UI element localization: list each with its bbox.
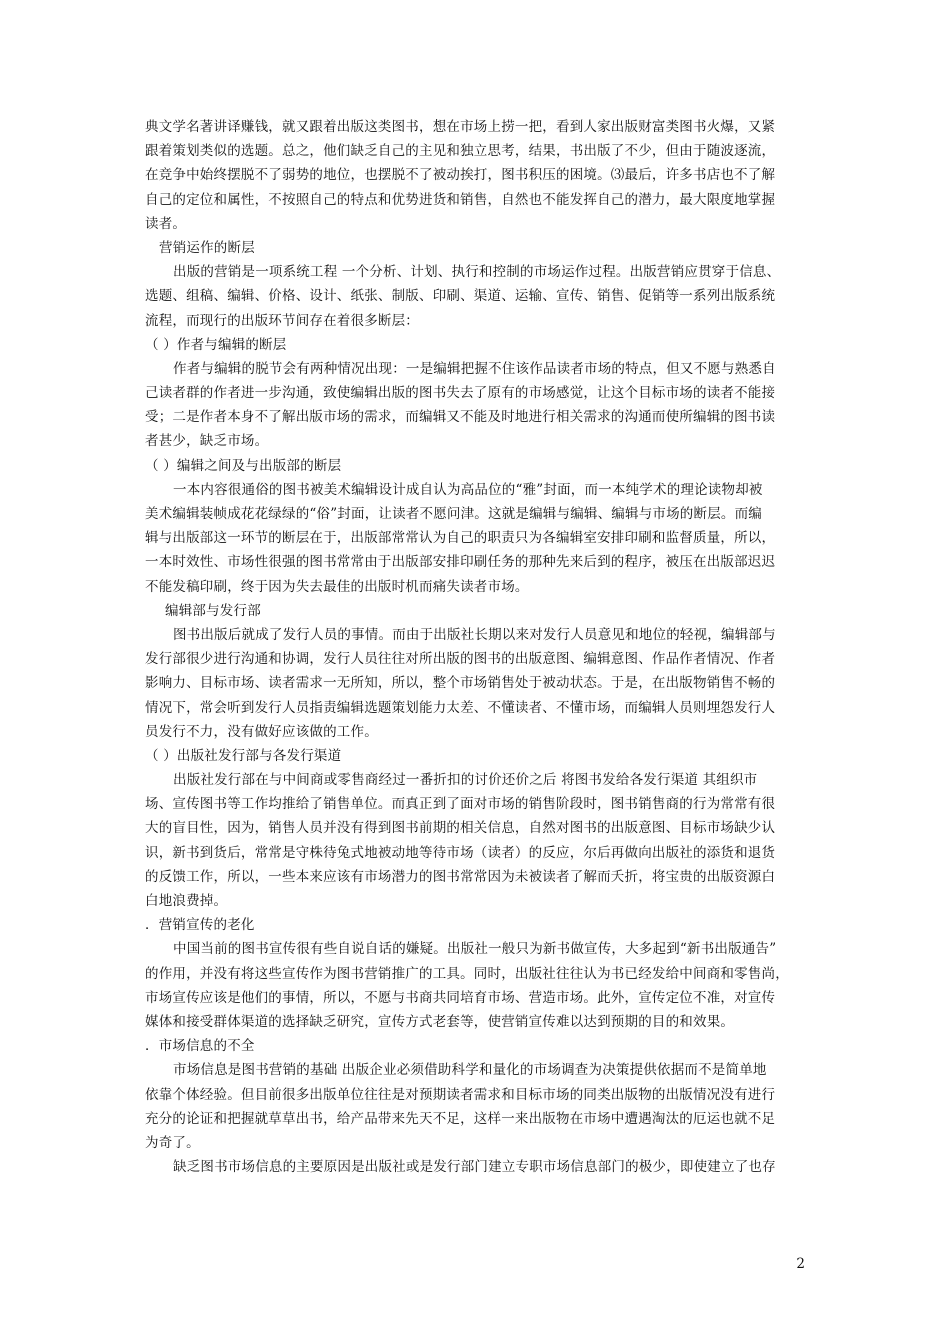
text-line: 白地浪费掉。 xyxy=(145,893,228,909)
text-line: 己读者群的作者进一步沟通，致使编辑出版的图书失去了原有的市场感觉，让这个目标市场的读者不能接 xyxy=(145,385,776,402)
paragraph xyxy=(145,937,805,1034)
body-text xyxy=(145,115,805,1179)
paragraph xyxy=(145,768,805,913)
text-line: 影响力、目标市场、读者需求一无所知，所以，整个市场销售处于被动状态。于是，在出版物销售不畅的 xyxy=(145,675,776,692)
text-line: 员发行不力，没有做好应该做的工作。 xyxy=(145,723,378,740)
text-line: 中国当前的图书宣传很有些自说自话的嫌疑。出版社一般只为新书做宣传，大多起到“新书出版通告” xyxy=(173,941,777,958)
paragraph xyxy=(145,744,805,768)
paragraph xyxy=(145,1155,805,1179)
paragraph xyxy=(145,913,805,937)
text-line: 大的盲目性，因为，销售人员并没有得到图书前期的相关信息，自然对图书的出版意图、目标市场缺少认 xyxy=(145,820,776,837)
text-line: 出版社发行部在与中间商或零售商经过一番折扣的讨价还价之后 将图书发给各发行渠道 其组织市 xyxy=(173,772,758,789)
paragraph xyxy=(145,333,805,357)
text-line: 受；二是作者本身不了解出版市场的需求，而编辑又不能及时地进行相关需求的沟通而使所编辑的图书读 xyxy=(145,409,776,426)
text-line: 识，新书到货后，常常是守株待兔式地被动地等待市场（读者）的反应，尔后再做向出版社的添货和退货 xyxy=(145,844,776,861)
text-line: 的反馈工作，所以，一些本来应该有市场潜力的图书常常因为未被读者了解而夭折，将宝贵的出版资源白 xyxy=(145,868,776,885)
paragraph xyxy=(145,115,805,236)
paragraph xyxy=(145,260,805,333)
text-line: 充分的论证和把握就草草出书，给产品带来先天不足，这样一来出版物在市场中遭遇淘汰的厄运也就不足 xyxy=(145,1110,776,1127)
text-line: 不能发稿印刷，终于因为失去最佳的出版时机而痛失读者市场。 xyxy=(145,578,529,595)
section-heading xyxy=(145,599,805,623)
text-line: 依靠个体经验。但目前很多出版单位往往是对预期读者需求和目标市场的同类出版物的出版情况没有进行 xyxy=(145,1086,776,1103)
section-heading xyxy=(145,236,805,260)
text-line: 辑与出版部这一环节的断层在于，出版部常常认为自己的职责只为各编辑室安排印刷和监督质量，所以， xyxy=(145,530,776,547)
text-line: 为奇了。 xyxy=(145,1134,200,1151)
text-line: 跟着策划类似的选题。总之，他们缺乏自己的主见和独立思考，结果，书出版了不少，但由于随波逐流， xyxy=(145,143,776,160)
text-line: 典文学名著讲译赚钱，就又跟着出版这类图书，想在市场上捞一把，看到人家出版财富类图书火爆，又紧 xyxy=(145,119,776,135)
text-line: 营销运作的断层 xyxy=(159,239,255,256)
text-line: 在竞争中始终摆脱不了弱势的地位，也摆脱不了被动挨打，图书积压的困境。⑶最后，许多书店也不了解 xyxy=(145,167,776,184)
text-line: 编辑部与发行部 xyxy=(165,602,261,619)
text-line: 出版的营销是一项系统工程 一个分析、计划、执行和控制的市场运作过程。出版营销应贯穿于信息、 xyxy=(173,264,781,281)
text-line: 者甚少，缺乏市场。 xyxy=(145,433,269,450)
paragraph xyxy=(145,357,805,454)
paragraph xyxy=(145,1058,805,1155)
text-line: 缺乏图书市场信息的主要原因是出版社或是发行部门建立专职市场信息部门的极少，即使建立了也存 xyxy=(173,1159,776,1176)
paragraph xyxy=(145,623,805,744)
paragraph xyxy=(145,1034,805,1058)
text-line: ．市场信息的不全 xyxy=(145,1038,255,1055)
text-line: 图书出版后就成了发行人员的事情。而由于出版社长期以来对发行人员意见和地位的轻视，编辑部与 xyxy=(173,626,776,643)
text-line: 发行部很少进行沟通和协调，发行人员往往对所出版的图书的出版意图、编辑意图、作品作者情况、作者 xyxy=(145,651,776,668)
text-line: 流程，而现行的出版环节间存在着很多断层： xyxy=(145,312,419,329)
text-line: 美术编辑装帧成花花绿绿的“俗”封面，让读者不愿问津。这就是编辑与编辑、编辑与市场的断层。而编 xyxy=(145,506,763,522)
text-line: 自己的定位和属性，不按照自己的特点和优势进货和销售，自然也不能发挥自己的潜力，最大限度地掌握 xyxy=(145,191,776,208)
text-line: 读者。 xyxy=(145,215,187,232)
paragraph xyxy=(145,478,805,599)
text-line: 媒体和接受群体渠道的选择缺乏研究，宣传方式老套等，使营销宣传难以达到预期的目的和效果。 xyxy=(145,1013,735,1030)
text-line: 作者与编辑的脱节会有两种情况出现：一是编辑把握不住该作品读者市场的特点，但又不愿与熟悉自 xyxy=(173,360,776,377)
page-number: 2 xyxy=(796,1256,805,1272)
text-line: （ ）出版社发行部与各发行渠道 xyxy=(145,747,342,764)
paragraph xyxy=(145,454,805,478)
text-line: 选题、组稿、编辑、价格、设计、纸张、制版、印刷、渠道、运输、宣传、销售、促销等一系列出版系统 xyxy=(145,288,776,305)
text-line: 市场信息是图书营销的基础 出版企业必须借助科学和量化的市场调查为决策提供依据而不是简单地 xyxy=(173,1062,767,1079)
text-line: 场、宣传图书等工作均推给了销售单位。而真正到了面对市场的销售阶段时，图书销售商的行为常常有很 xyxy=(145,796,776,813)
text-line: ．营销宣传的老化 xyxy=(145,917,255,934)
text-line: 情况下，常会听到发行人员指责编辑选题策划能力太差、不懂读者、不懂市场，而编辑人员则埋怨发行人 xyxy=(145,699,776,716)
text-line: 一本时效性、市场性很强的图书常常由于出版部安排印刷任务的那种先来后到的程序，被压在出版部迟迟 xyxy=(145,554,776,571)
text-line: （ ）编辑之间及与出版部的断层 xyxy=(145,457,342,474)
text-line: 一本内容很通俗的图书被美术编辑设计成自认为高品位的“雅”封面，而一本纯学术的理论读物却被 xyxy=(173,481,763,498)
text-line: 市场宣传应该是他们的事情，所以，不愿与书商共同培育市场、营造市场。此外，宣传定位不准，对宣传 xyxy=(145,989,776,1006)
text-line: （ ）作者与编辑的断层 xyxy=(145,336,287,353)
text-line: 的作用，并没有将这些宣传作为图书营销推广的工具。同时，出版社往往认为书已经发给中间商和零售尚， xyxy=(145,965,789,982)
